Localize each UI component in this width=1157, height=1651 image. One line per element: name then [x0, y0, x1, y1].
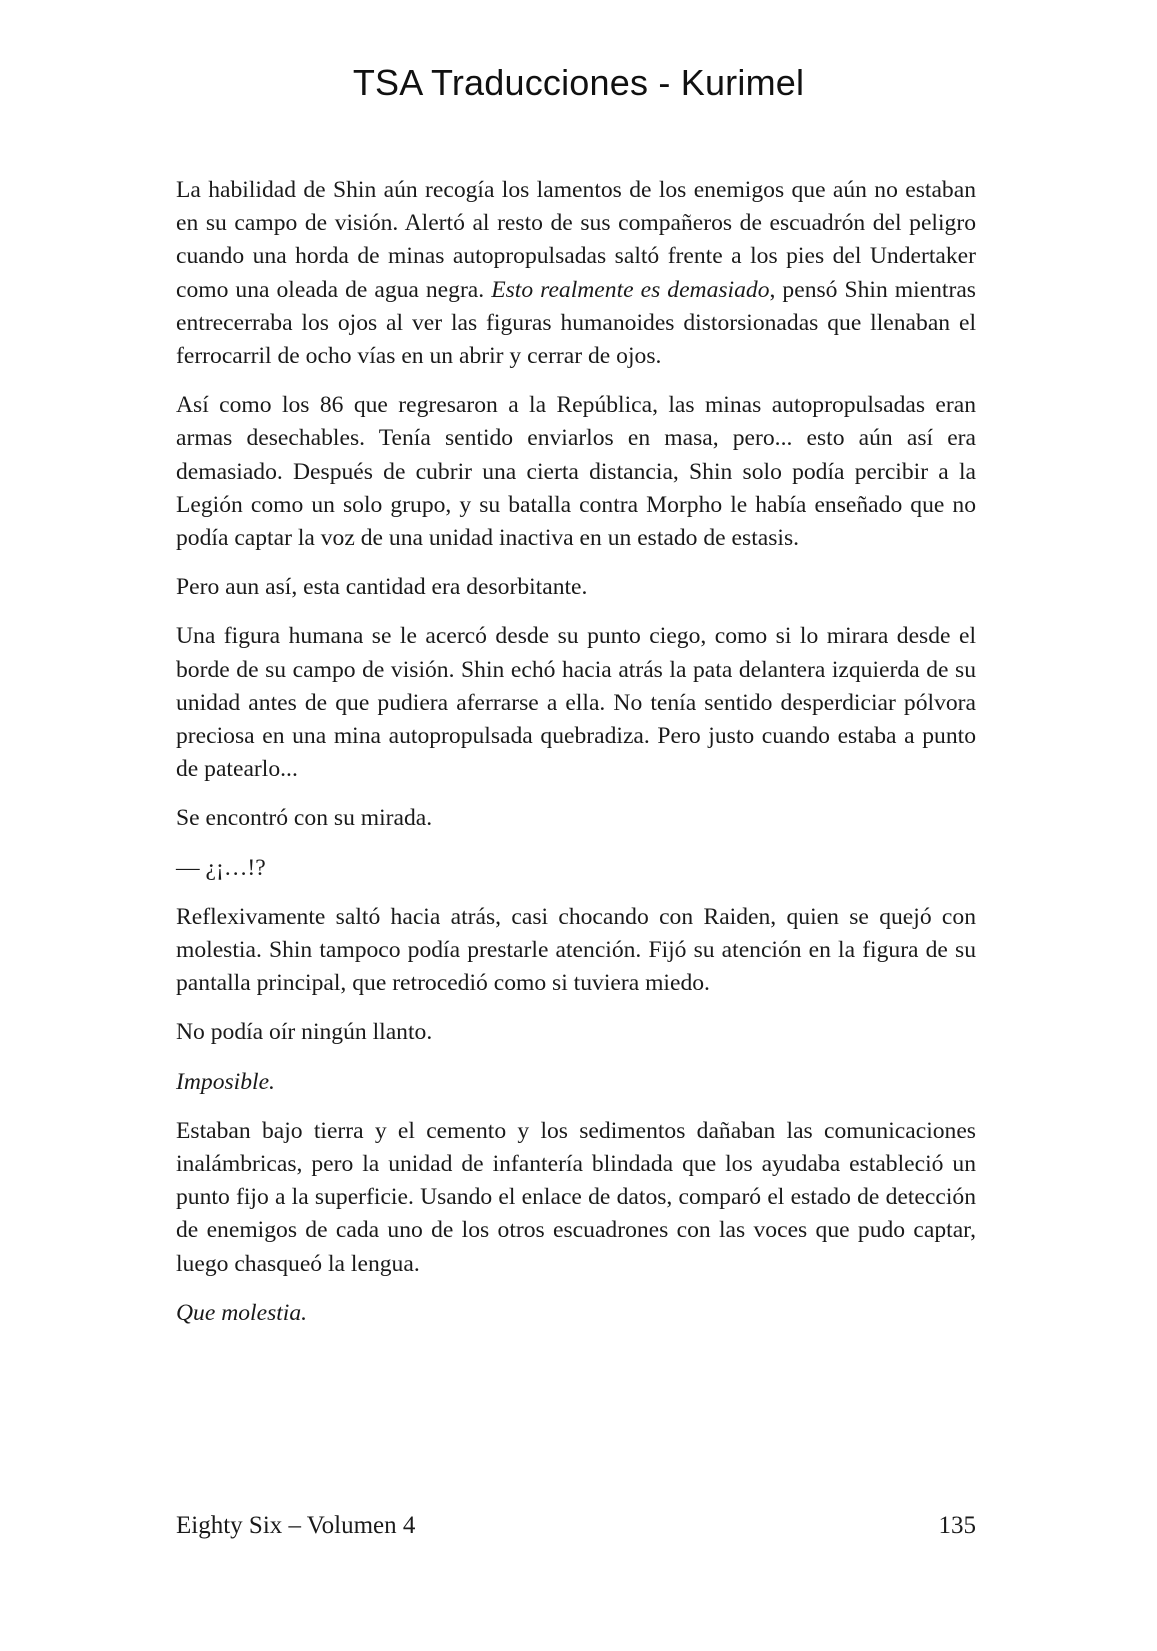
paragraph-11-italic — [176, 1297, 976, 1330]
paragraph-4: Una figura humana se le acercó desde su punto ciego, como si lo mirara desde el borde de su campo de visión. Shin echó hacia atrás la pata delantera izquierda de su unidad antes de que pudiera aferrarse a ella. No tenía sentido desperdiciar pólvora preciosa en una mina autopropulsada quebradiza. Pero justo cuando estaba a punto de patearlo... — [176, 623, 976, 783]
paragraph-7: Reflexivamente saltó hacia atrás, casi chocando con Raiden, quien se quejó con molestia. Shin tampoco podía prestarle atención. Fijó su atención en la figura de su pantalla principal, que retrocedió como si tuviera miedo. — [176, 903, 976, 997]
paragraph-10: Estaban bajo tierra y el cemento y los sedimentos dañaban las comunicaciones inalámbricas, pero la unidad de infantería blindada que los ayudaba estableció un punto fijo a la superficie. Usando el enlace de datos, comparó el estado de detección de enemigos de cada uno de los otros escuadrones con las voces que pudo captar, luego chasqueó la lengua. — [176, 1117, 976, 1277]
paragraph-9-italic — [176, 1066, 976, 1099]
page-body — [176, 174, 976, 1346]
paragraph-2: Así como los 86 que regresaron a la República, las minas autopropulsadas eran armas desechables. Tenía sentido enviarlos en masa, pero... esto aún así era demasiado. Después de cubrir una cierta distancia, Shin solo podía percibir a la Legión como un solo grupo, y su batalla contra Morpho le había enseñado que no podía captar la voz de una unidad inactiva en un estado de estasis. — [176, 392, 976, 552]
paragraph-6-dialogue: — ¿¡…!? — [176, 854, 266, 881]
paragraph-5: Se encontró con su mirada. — [176, 805, 433, 832]
footer-book-title: Eighty Six – Volumen 4 — [176, 1512, 416, 1539]
page-footer — [176, 1512, 976, 1540]
paragraph-11-italic-text: Que molestia. — [176, 1299, 308, 1326]
footer-page-number: 135 — [938, 1512, 976, 1539]
page-header-title: TSA Traducciones - Kurimel — [352, 62, 805, 103]
paragraph-1-text-a: La habilidad de Shin aún recogía los lamentos de los enemigos que aún no estaban en su campo de visión. Alertó al resto de sus compañeros de escuadrón del peligro cuando una horda de minas autopropulsadas saltó frente a los pies del Undertaker como una oleada de agua negra. — [176, 177, 976, 303]
paragraph-8: No podía oír ningún llanto. — [176, 1019, 433, 1046]
paragraph-3: Pero aun así, esta cantidad era desorbitante. — [176, 574, 588, 601]
paragraph-9-italic-text: Imposible. — [176, 1068, 275, 1095]
paragraph-1 — [176, 174, 976, 373]
paragraph-1-italic-thought: Esto realmente es demasiado — [491, 276, 770, 303]
paragraph-1-text-b: , pensó Shin mientras entrecerraba los ojos al ver las figuras humanoides distorsionadas que llenaban el ferrocarril de ocho vías en un abrir y cerrar de ojos. — [176, 276, 976, 370]
